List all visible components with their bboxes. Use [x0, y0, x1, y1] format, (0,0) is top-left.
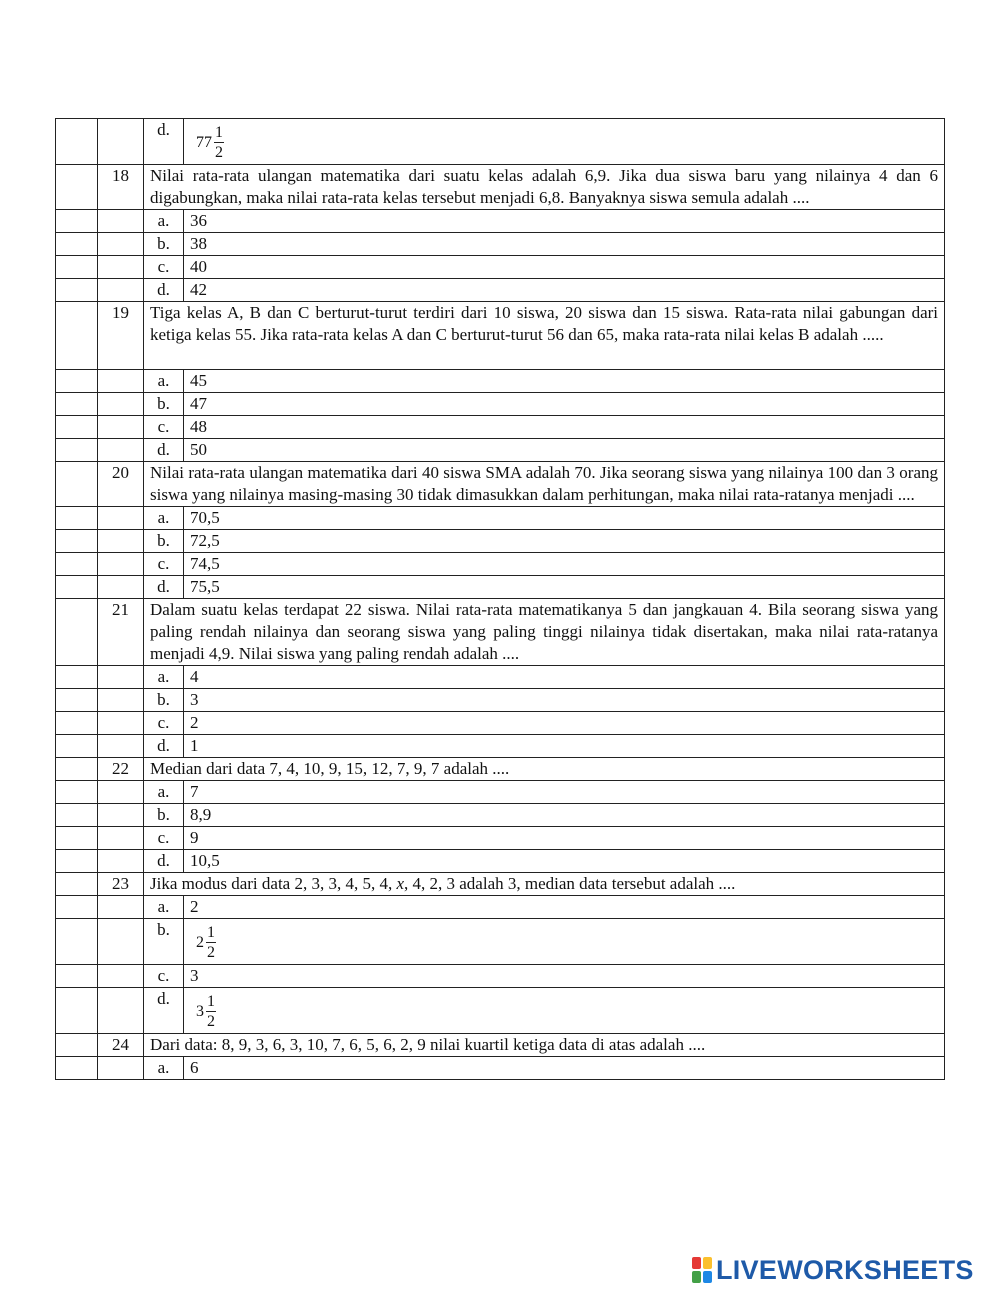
- option-letter: b.: [144, 233, 184, 256]
- option-value: 47: [184, 393, 945, 416]
- blank-cell: [98, 689, 144, 712]
- fraction-denominator: 2: [207, 1013, 215, 1030]
- option-row: [56, 416, 945, 439]
- option-letter: b.: [144, 804, 184, 827]
- option-letter: c.: [144, 965, 184, 988]
- option-row: [56, 279, 945, 302]
- blank-cell: [56, 689, 98, 712]
- blank-cell: [56, 850, 98, 873]
- question-row: [56, 758, 945, 781]
- blank-cell: [56, 988, 98, 1034]
- question-number: 21: [98, 599, 144, 666]
- option-letter: a.: [144, 507, 184, 530]
- option-value: 2: [184, 712, 945, 735]
- option-value: 3: [184, 689, 945, 712]
- blank-cell: [56, 758, 98, 781]
- blank-cell: [98, 712, 144, 735]
- blank-cell: [98, 370, 144, 393]
- option-value: 9: [184, 827, 945, 850]
- blank-cell: [98, 530, 144, 553]
- question-number: 18: [98, 165, 144, 210]
- logo-mark-icon: [692, 1257, 712, 1283]
- blank-cell: [98, 1057, 144, 1080]
- option-letter: d.: [144, 850, 184, 873]
- option-value: 36: [184, 210, 945, 233]
- logo-tile: [703, 1257, 712, 1269]
- option-row: [56, 919, 945, 965]
- mixed-fraction: [196, 923, 216, 962]
- variable-x: x: [396, 874, 405, 893]
- blank-cell: [98, 781, 144, 804]
- option-value: 48: [184, 416, 945, 439]
- question-row: [56, 462, 945, 507]
- fraction-part: [206, 923, 216, 962]
- blank-cell: [56, 804, 98, 827]
- blank-cell: [56, 279, 98, 302]
- option-letter: b.: [144, 393, 184, 416]
- option-row: [56, 576, 945, 599]
- fraction-whole: 3: [196, 1002, 204, 1020]
- option-value: 70,5: [184, 507, 945, 530]
- quiz-table-body: [56, 119, 945, 1080]
- option-letter: c.: [144, 712, 184, 735]
- option-row: [56, 781, 945, 804]
- blank-cell: [98, 850, 144, 873]
- option-row: [56, 735, 945, 758]
- fraction-whole: 77: [196, 133, 212, 151]
- logo-tile: [692, 1257, 701, 1269]
- blank-cell: [56, 827, 98, 850]
- option-row: [56, 896, 945, 919]
- blank-cell: [56, 210, 98, 233]
- blank-cell: [56, 119, 98, 165]
- option-row: [56, 666, 945, 689]
- option-letter: c.: [144, 416, 184, 439]
- option-row: [56, 689, 945, 712]
- option-row: [56, 256, 945, 279]
- option-letter: a.: [144, 370, 184, 393]
- question-row: [56, 599, 945, 666]
- blank-cell: [56, 781, 98, 804]
- option-value: [184, 919, 945, 965]
- question-text: Dalam suatu kelas terdapat 22 siswa. Nilai rata-rata matematikanya 5 dan jangkauan 4. Bila seorang siswa yang paling rendah nilainya dan seorang siswa yang paling tinggi nilainya tidak disertakan, maka nilai rata-ratanya menjadi 4,9. Nilai siswa yang paling rendah adalah ....: [144, 599, 945, 666]
- blank-cell: [98, 279, 144, 302]
- option-value: 1: [184, 735, 945, 758]
- option-letter: b.: [144, 530, 184, 553]
- blank-cell: [98, 393, 144, 416]
- blank-cell: [56, 507, 98, 530]
- option-letter: d.: [144, 119, 184, 165]
- option-letter: d.: [144, 988, 184, 1034]
- option-letter: d.: [144, 279, 184, 302]
- option-value: 10,5: [184, 850, 945, 873]
- question-number: 20: [98, 462, 144, 507]
- blank-cell: [56, 1034, 98, 1057]
- blank-cell: [98, 416, 144, 439]
- mixed-fraction: [196, 123, 224, 162]
- blank-cell: [56, 416, 98, 439]
- blank-cell: [98, 507, 144, 530]
- question-row: [56, 1034, 945, 1057]
- blank-cell: [56, 553, 98, 576]
- option-row: [56, 827, 945, 850]
- mixed-fraction: [196, 992, 216, 1031]
- logo-text: LIVEWORKSHEETS: [716, 1254, 974, 1285]
- blank-cell: [56, 896, 98, 919]
- blank-cell: [98, 827, 144, 850]
- blank-cell: [56, 302, 98, 370]
- blank-cell: [98, 576, 144, 599]
- blank-cell: [56, 735, 98, 758]
- option-letter: a.: [144, 1057, 184, 1080]
- logo-tile: [703, 1271, 712, 1283]
- fraction-numerator: 1: [215, 124, 223, 141]
- blank-cell: [56, 165, 98, 210]
- question-text: Tiga kelas A, B dan C berturut-turut terdiri dari 10 siswa, 20 siswa dan 15 siswa. Rata-rata nilai gabungan dari ketiga kelas 55. Jika rata-rata kelas A dan C berturut-turut 56 dan 65, maka rata-rata nilai kelas B adalah .....: [144, 302, 945, 370]
- option-letter: c.: [144, 553, 184, 576]
- blank-cell: [98, 666, 144, 689]
- option-row: [56, 507, 945, 530]
- option-value: 2: [184, 896, 945, 919]
- blank-cell: [98, 439, 144, 462]
- option-row: [56, 712, 945, 735]
- question-text: Nilai rata-rata ulangan matematika dari suatu kelas adalah 6,9. Jika dua siswa baru yang nilainya 4 dan 6 digabungkan, maka nilai rata-rata kelas tersebut menjadi 6,8. Banyaknya siswa semula adalah ....: [144, 165, 945, 210]
- blank-cell: [56, 256, 98, 279]
- option-value: 3: [184, 965, 945, 988]
- blank-cell: [56, 919, 98, 965]
- blank-cell: [56, 576, 98, 599]
- option-letter: b.: [144, 689, 184, 712]
- question-row: [56, 165, 945, 210]
- option-row: [56, 370, 945, 393]
- blank-cell: [98, 965, 144, 988]
- fraction-denominator: 2: [215, 144, 223, 161]
- blank-cell: [56, 370, 98, 393]
- blank-cell: [56, 233, 98, 256]
- question-number: 19: [98, 302, 144, 370]
- option-value: [184, 119, 945, 165]
- option-value: 50: [184, 439, 945, 462]
- option-letter: a.: [144, 666, 184, 689]
- blank-cell: [56, 965, 98, 988]
- option-value: 42: [184, 279, 945, 302]
- logo-tile: [692, 1271, 701, 1283]
- option-row: [56, 850, 945, 873]
- blank-cell: [56, 462, 98, 507]
- option-letter: c.: [144, 256, 184, 279]
- option-value: 7: [184, 781, 945, 804]
- option-row: [56, 530, 945, 553]
- question-text-part: Jika modus dari data 2, 3, 3, 4, 5, 4,: [150, 874, 397, 893]
- option-letter: a.: [144, 781, 184, 804]
- blank-cell: [56, 666, 98, 689]
- option-value: 72,5: [184, 530, 945, 553]
- option-value: 8,9: [184, 804, 945, 827]
- question-text-part: , 4, 2, 3 adalah 3, median data tersebut adalah ....: [404, 874, 736, 893]
- blank-cell: [98, 919, 144, 965]
- fraction-denominator: 2: [207, 944, 215, 961]
- question-text: Median dari data 7, 4, 10, 9, 15, 12, 7, 9, 7 adalah ....: [144, 758, 945, 781]
- fraction-numerator: 1: [207, 993, 215, 1010]
- blank-cell: [98, 804, 144, 827]
- option-value: [184, 988, 945, 1034]
- option-letter: d.: [144, 576, 184, 599]
- fraction-numerator: 1: [207, 924, 215, 941]
- fraction-part: [214, 123, 224, 162]
- option-value: 6: [184, 1057, 945, 1080]
- question-number: 22: [98, 758, 144, 781]
- question-text: Dari data: 8, 9, 3, 6, 3, 10, 7, 6, 5, 6, 2, 9 nilai kuartil ketiga data di atas adalah ....: [144, 1034, 945, 1057]
- option-row: [56, 988, 945, 1034]
- liveworksheets-logo[interactable]: [692, 1255, 974, 1285]
- option-letter: b.: [144, 919, 184, 965]
- blank-cell: [56, 599, 98, 666]
- option-value: 74,5: [184, 553, 945, 576]
- question-row: [56, 873, 945, 896]
- option-value: 45: [184, 370, 945, 393]
- blank-cell: [98, 256, 144, 279]
- option-row: [56, 1057, 945, 1080]
- option-letter: a.: [144, 896, 184, 919]
- blank-cell: [98, 988, 144, 1034]
- option-row: [56, 439, 945, 462]
- option-row: [56, 393, 945, 416]
- question-number: 24: [98, 1034, 144, 1057]
- blank-cell: [56, 530, 98, 553]
- question-number: 23: [98, 873, 144, 896]
- blank-cell: [98, 735, 144, 758]
- option-letter: d.: [144, 735, 184, 758]
- option-row: [56, 553, 945, 576]
- fraction-part: [206, 992, 216, 1031]
- option-value: 40: [184, 256, 945, 279]
- option-letter: c.: [144, 827, 184, 850]
- blank-cell: [56, 393, 98, 416]
- option-row: [56, 233, 945, 256]
- fraction-whole: 2: [196, 933, 204, 951]
- blank-cell: [98, 233, 144, 256]
- option-row: [56, 965, 945, 988]
- blank-cell: [98, 553, 144, 576]
- quiz-table: [55, 118, 945, 1080]
- blank-cell: [98, 896, 144, 919]
- blank-cell: [56, 439, 98, 462]
- question-text: Nilai rata-rata ulangan matematika dari 40 siswa SMA adalah 70. Jika seorang siswa yang nilainya 100 dan 3 orang siswa yang nilainya masing-masing 30 tidak dimasukkan dalam perhitungan, maka nilai rata-ratanya menjadi ....: [144, 462, 945, 507]
- option-letter: d.: [144, 439, 184, 462]
- blank-cell: [98, 210, 144, 233]
- option-value: 4: [184, 666, 945, 689]
- blank-cell: [56, 712, 98, 735]
- blank-cell: [56, 873, 98, 896]
- option-value: 38: [184, 233, 945, 256]
- question-text: [144, 873, 945, 896]
- option-row: [56, 804, 945, 827]
- option-row: [56, 210, 945, 233]
- option-row: [56, 119, 945, 165]
- option-value: 75,5: [184, 576, 945, 599]
- blank-cell: [98, 119, 144, 165]
- question-row: [56, 302, 945, 370]
- option-letter: a.: [144, 210, 184, 233]
- blank-cell: [56, 1057, 98, 1080]
